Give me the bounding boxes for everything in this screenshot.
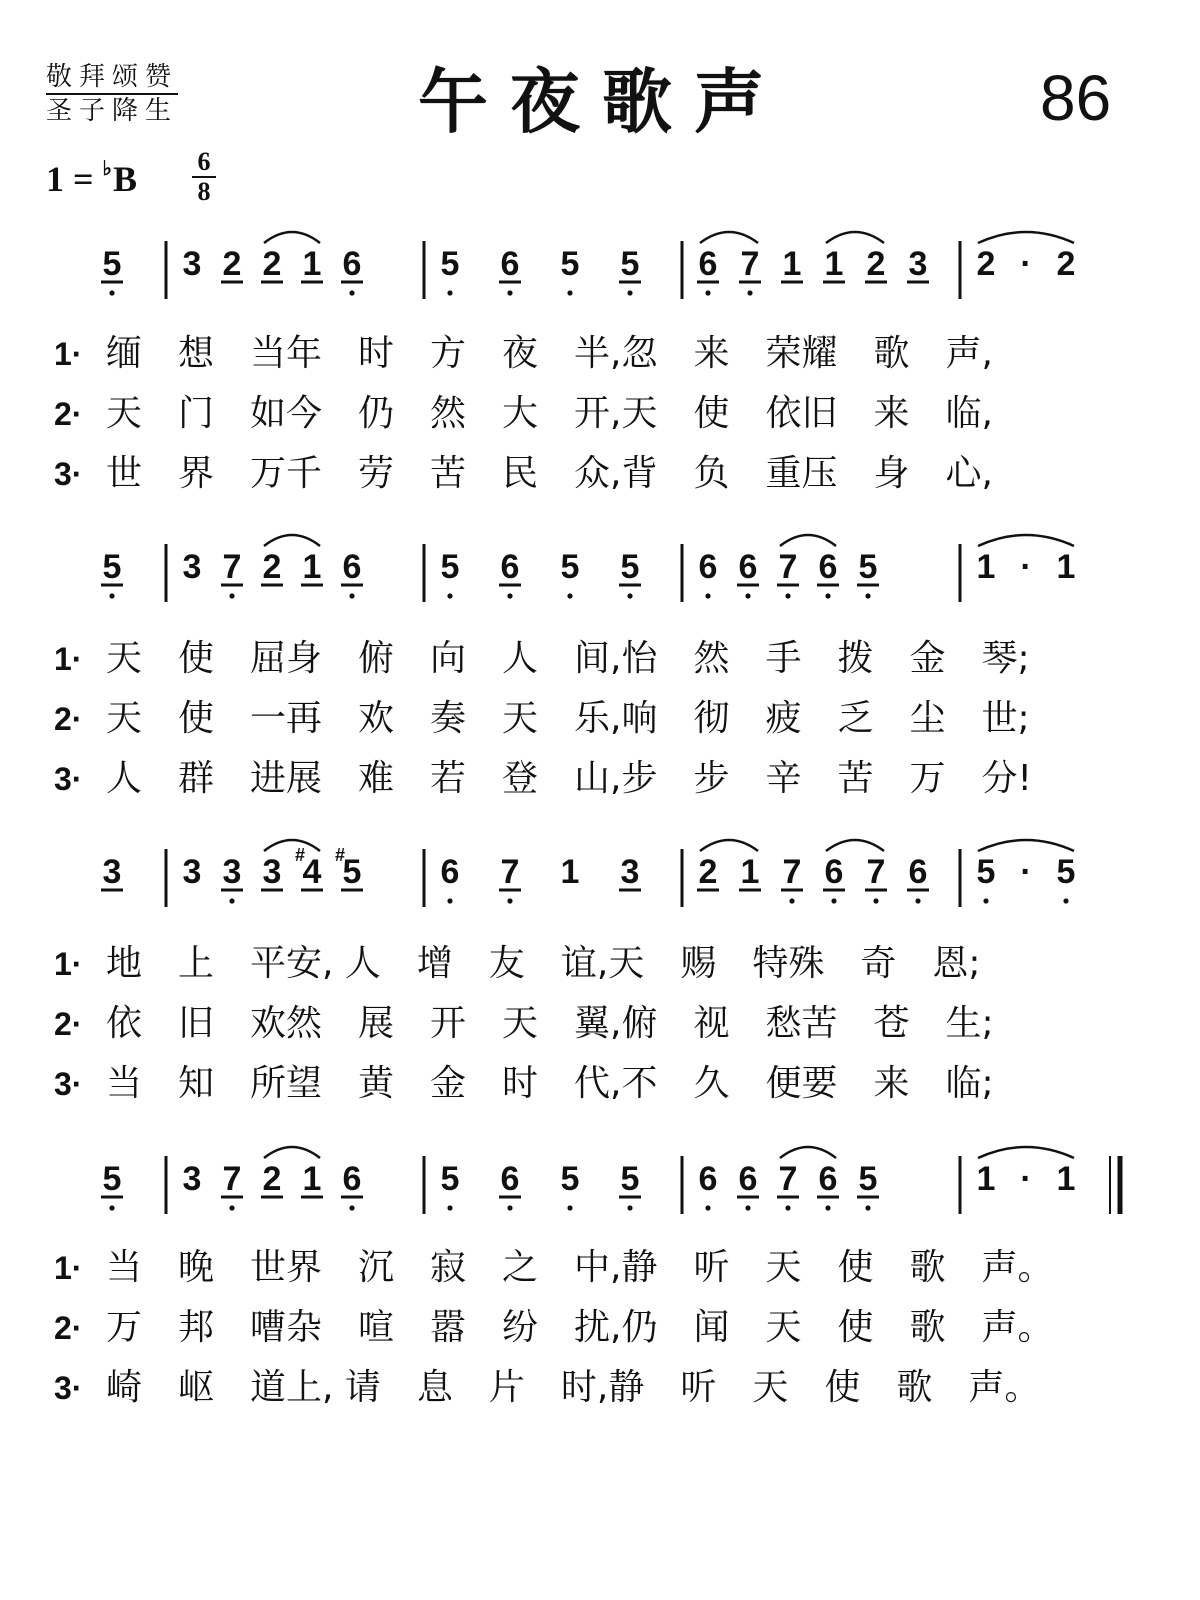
- note: 2: [976, 245, 996, 283]
- lyric-line: 依 旧 欢然 展 开 天 翼,俯 视 愁苦 苍 生;: [106, 1003, 994, 1044]
- note: 7: [740, 245, 760, 283]
- note: 2: [698, 853, 718, 891]
- lower-octave-dot: [825, 593, 830, 598]
- note: 3: [262, 853, 282, 891]
- lower-octave-dot: [349, 593, 354, 598]
- note: 7: [866, 853, 886, 891]
- time-denominator: 8: [197, 177, 211, 206]
- note: 1: [976, 548, 996, 586]
- slur: [826, 840, 884, 851]
- note: 3: [182, 853, 202, 891]
- lower-octave-dot: [507, 898, 512, 903]
- note: 5: [102, 1160, 122, 1198]
- note: 3: [908, 245, 928, 283]
- lower-octave-dot: [447, 898, 452, 903]
- lower-octave-dot: [627, 1205, 632, 1210]
- note: 6: [440, 853, 460, 891]
- note: 1: [1056, 548, 1076, 586]
- flat-symbol: ♭: [102, 158, 112, 180]
- lower-octave-dot: [349, 290, 354, 295]
- note: 5: [560, 548, 580, 586]
- verse-number: 1·: [54, 1250, 83, 1286]
- note: 5: [620, 1160, 640, 1198]
- lower-octave-dot: [865, 593, 870, 598]
- subcategory-label: 圣子降生: [46, 96, 179, 126]
- note: 2: [262, 1160, 282, 1198]
- lyric-line: 天 使 屈身 俯 向 人 间,怡 然 手 拨 金 琴;: [106, 638, 1030, 679]
- lower-octave-dot: [747, 290, 752, 295]
- note: 7: [782, 853, 802, 891]
- note: 6: [698, 245, 718, 283]
- note: 7: [778, 1160, 798, 1198]
- note: 6: [342, 245, 362, 283]
- verse-number: 1·: [54, 946, 83, 982]
- note: 6: [698, 548, 718, 586]
- note: 5: [858, 1160, 878, 1198]
- lower-octave-dot: [831, 898, 836, 903]
- verse-number: 1·: [54, 641, 83, 677]
- lower-octave-dot: [785, 1205, 790, 1210]
- lower-octave-dot: [567, 290, 572, 295]
- slur: [264, 232, 320, 243]
- lower-octave-dot: [229, 1205, 234, 1210]
- note: 5: [342, 853, 362, 891]
- note: 7: [778, 548, 798, 586]
- sharp-symbol: #: [294, 845, 306, 865]
- note: 1: [302, 245, 322, 283]
- note: 6: [818, 1160, 838, 1198]
- lower-octave-dot: [825, 1205, 830, 1210]
- lower-octave-dot: [507, 1205, 512, 1210]
- time-signature: [192, 148, 216, 206]
- note: 5: [560, 1160, 580, 1198]
- note: 6: [342, 1160, 362, 1198]
- lyric-line: 万 邦 嘈杂 喧 嚣 纷 扰,仍 闻 天 使 歌 声。: [106, 1307, 1054, 1348]
- augmentation-dot: ·: [1020, 853, 1032, 891]
- note: 5: [976, 853, 996, 891]
- slur: [780, 1147, 836, 1158]
- note: 5: [440, 548, 460, 586]
- lower-octave-dot: [627, 290, 632, 295]
- lyric-line: 缅 想 当年 时 方 夜 半,忽 来 荣耀 歌 声,: [106, 333, 993, 374]
- augmentation-dot: ·: [1020, 548, 1032, 586]
- note: 7: [222, 548, 242, 586]
- lower-octave-dot: [705, 593, 710, 598]
- lower-octave-dot: [349, 1205, 354, 1210]
- note: 3: [182, 1160, 202, 1198]
- key-note: B: [112, 159, 137, 199]
- note: 6: [500, 245, 520, 283]
- lower-octave-dot: [447, 290, 452, 295]
- verse-number: 3·: [54, 1370, 83, 1406]
- key-prefix: 1 =: [46, 159, 103, 199]
- note: 5: [858, 548, 878, 586]
- lower-octave-dot: [447, 1205, 452, 1210]
- slur: [978, 232, 1074, 243]
- note: 1: [976, 1160, 996, 1198]
- lower-octave-dot: [705, 290, 710, 295]
- note: 5: [440, 1160, 460, 1198]
- lower-octave-dot: [789, 898, 794, 903]
- verse-number: 2·: [54, 1310, 83, 1346]
- note: 1: [782, 245, 802, 283]
- lower-octave-dot: [567, 593, 572, 598]
- note: 3: [182, 245, 202, 283]
- verse-number: 2·: [54, 396, 83, 432]
- lyric-line: 地 上 平安, 人 增 友 谊,天 赐 特殊 奇 恩;: [106, 943, 981, 984]
- note: 4: [302, 853, 322, 891]
- note: 1: [302, 1160, 322, 1198]
- slur: [264, 535, 320, 546]
- lower-octave-dot: [507, 593, 512, 598]
- lower-octave-dot: [109, 290, 114, 295]
- note: 3: [620, 853, 640, 891]
- lower-octave-dot: [229, 898, 234, 903]
- lower-octave-dot: [915, 898, 920, 903]
- note: 2: [262, 245, 282, 283]
- sharp-symbol: #: [334, 845, 346, 865]
- slur: [978, 535, 1074, 546]
- time-numerator: 6: [192, 148, 216, 178]
- hymn-title: 午夜歌声: [418, 60, 786, 143]
- note: 5: [1056, 853, 1076, 891]
- lyric-line: 天 使 一再 欢 奏 天 乐,响 彻 疲 乏 尘 世;: [106, 698, 1030, 739]
- note: 6: [342, 548, 362, 586]
- note: 6: [908, 853, 928, 891]
- note: 2: [262, 548, 282, 586]
- lower-octave-dot: [109, 1205, 114, 1210]
- note: 7: [222, 1160, 242, 1198]
- category-label: 敬拜颂赞: [46, 62, 178, 95]
- note: 5: [102, 245, 122, 283]
- note: 1: [1056, 1160, 1076, 1198]
- note: 2: [866, 245, 886, 283]
- slur: [826, 232, 884, 243]
- note: 7: [500, 853, 520, 891]
- note: 6: [738, 1160, 758, 1198]
- slur: [264, 840, 320, 851]
- lower-octave-dot: [627, 593, 632, 598]
- note: 3: [182, 548, 202, 586]
- verse-number: 2·: [54, 1006, 83, 1042]
- augmentation-dot: ·: [1020, 1160, 1032, 1198]
- note: 6: [698, 1160, 718, 1198]
- note: 6: [824, 853, 844, 891]
- note: 1: [824, 245, 844, 283]
- lyric-line: 崎 岖 道上, 请 息 片 时,静 听 天 使 歌 声。: [106, 1367, 1041, 1408]
- lower-octave-dot: [1063, 898, 1068, 903]
- verse-number: 1·: [54, 336, 83, 372]
- verse-number: 3·: [54, 1066, 83, 1102]
- verse-number: 3·: [54, 761, 83, 797]
- lower-octave-dot: [873, 898, 878, 903]
- lower-octave-dot: [745, 593, 750, 598]
- note: 2: [1056, 245, 1076, 283]
- lower-octave-dot: [983, 898, 988, 903]
- lyric-line: 天 门 如今 仍 然 大 开,天 使 依旧 来 临,: [106, 393, 993, 434]
- note: 6: [500, 1160, 520, 1198]
- lower-octave-dot: [567, 1205, 572, 1210]
- note: 1: [740, 853, 760, 891]
- lyric-line: 人 群 进展 难 若 登 山,步 步 辛 苦 万 分!: [106, 758, 1032, 799]
- note: 5: [620, 245, 640, 283]
- note: 5: [440, 245, 460, 283]
- lower-octave-dot: [447, 593, 452, 598]
- slur: [700, 840, 758, 851]
- note: 5: [620, 548, 640, 586]
- verse-number: 2·: [54, 701, 83, 737]
- note: 5: [560, 245, 580, 283]
- lower-octave-dot: [745, 1205, 750, 1210]
- note: 3: [102, 853, 122, 891]
- hymn-number: 86: [1040, 62, 1112, 134]
- lower-octave-dot: [705, 1205, 710, 1210]
- lower-octave-dot: [507, 290, 512, 295]
- note: 5: [102, 548, 122, 586]
- note: 1: [560, 853, 580, 891]
- slur: [978, 840, 1074, 851]
- note: 3: [222, 853, 242, 891]
- lyric-line: 世 界 万千 劳 苦 民 众,背 负 重压 身 心,: [106, 453, 993, 494]
- lower-octave-dot: [229, 593, 234, 598]
- note: 1: [302, 548, 322, 586]
- verse-number: 3·: [54, 456, 83, 492]
- key-signature: [46, 158, 137, 200]
- augmentation-dot: ·: [1020, 245, 1032, 283]
- slur: [700, 232, 758, 243]
- lower-octave-dot: [785, 593, 790, 598]
- slur: [978, 1147, 1074, 1158]
- lyric-line: 当 晚 世界 沉 寂 之 中,静 听 天 使 歌 声。: [106, 1247, 1054, 1288]
- slur: [264, 1147, 320, 1158]
- slur: [780, 535, 836, 546]
- lyric-line: 当 知 所望 黄 金 时 代,不 久 便要 来 临;: [106, 1063, 994, 1104]
- note: 6: [818, 548, 838, 586]
- note: 6: [738, 548, 758, 586]
- lower-octave-dot: [865, 1205, 870, 1210]
- lower-octave-dot: [109, 593, 114, 598]
- note: 2: [222, 245, 242, 283]
- note: 6: [500, 548, 520, 586]
